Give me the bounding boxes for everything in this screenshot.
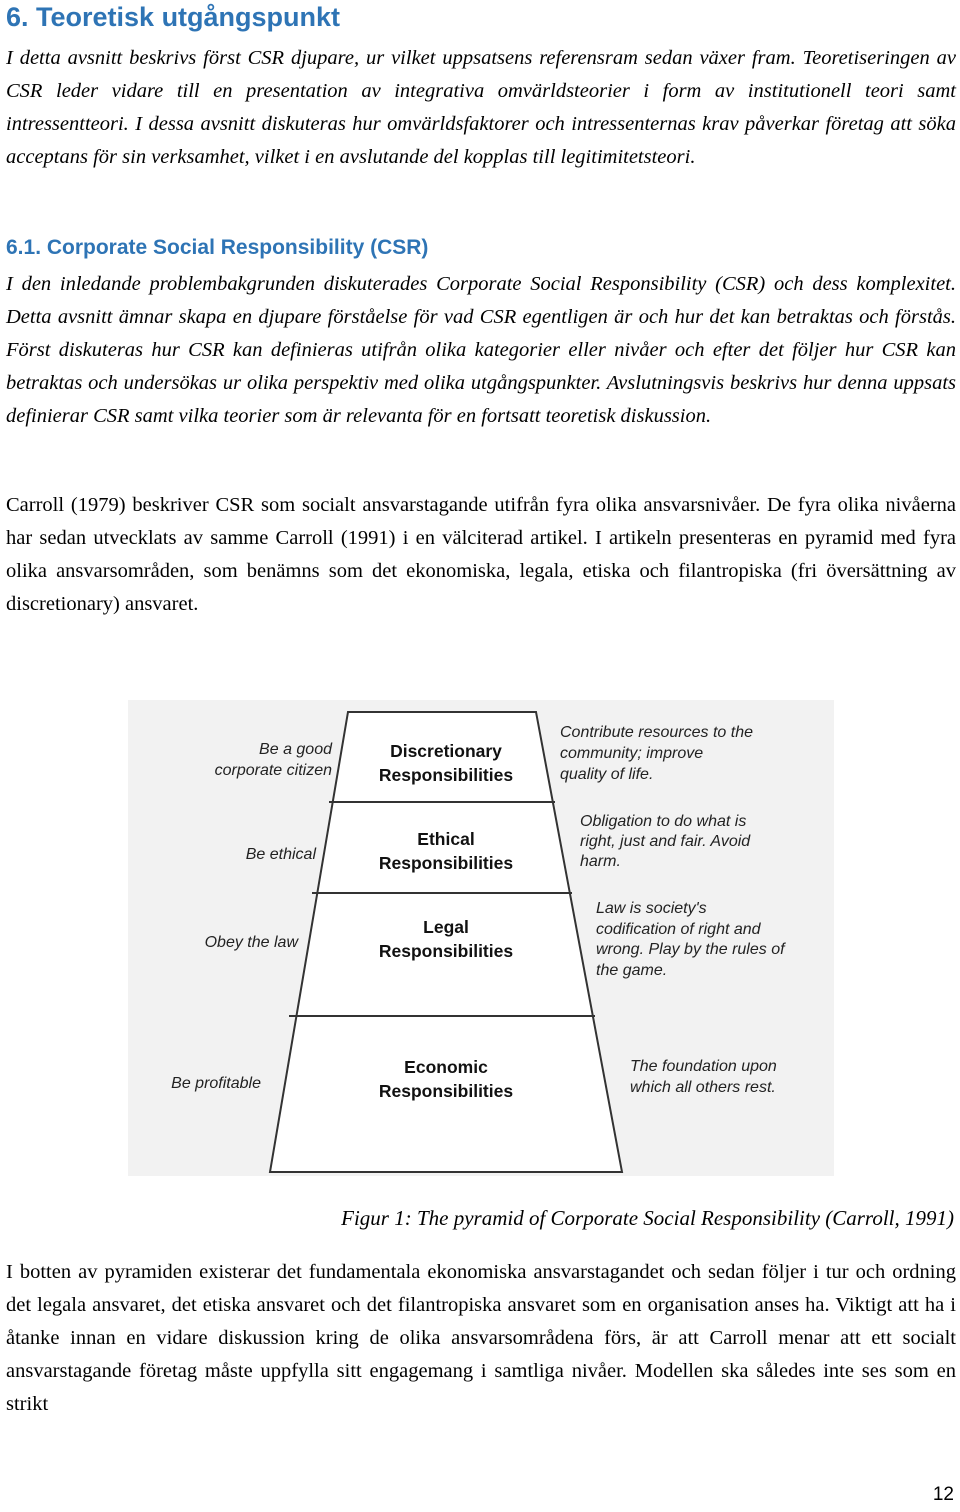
level-discretionary-title: Discretionary — [390, 741, 502, 761]
level-legal-title: Legal — [423, 917, 469, 937]
section-heading: 6. Teoretisk utgångspunkt — [6, 2, 341, 32]
level-legal-left-1: Obey the law — [204, 934, 298, 951]
figure-caption: Figur 1: The pyramid of Corporate Social Responsibility (Carroll, 1991) — [341, 1206, 954, 1230]
level-economic-subtitle: Responsibilities — [378, 1081, 514, 1101]
level-discretionary-subtitle: Responsibilities — [378, 765, 514, 785]
level-ethical-left-1: Be ethical — [245, 846, 316, 863]
level-economic-right-1: The foundation upon — [630, 1058, 777, 1075]
level-discretionary-left-1: Be a good — [259, 741, 332, 758]
csr-paragraph: I den inledande problembakgrunden diskuterades Corporate Social Responsibility (CSR) och dess komplexitet. Detta avsnitt ämnar skapa en djupare förståelse för vad CSR egentligen är och hur det kan betraktas och förstås. Först diskuteras hur CSR kan definieras utifrån olika kategorier eller nivåer och efter det följer hur CSR kan betraktas och undersökas ur olika perspektiv med olika utgångspunkter. Avslutningsvis beskrivs hur denna uppsats definierar CSR samt vilka teorier som är relevanta för en fortsatt teoretisk diskussion. — [6, 273, 956, 427]
level-ethical-subtitle: Responsibilities — [378, 853, 514, 873]
level-legal-right-4: the game. — [596, 962, 668, 979]
level-discretionary-left-2: corporate citizen — [214, 762, 332, 779]
level-economic-right-2: which all others rest. — [630, 1079, 776, 1096]
level-ethical-right-2: right, just and fair. Avoid — [580, 833, 751, 850]
pyramid-svg — [128, 700, 834, 1176]
subsection-heading: 6.1. Corporate Social Responsibility (CSR) — [6, 236, 429, 259]
csr-pyramid-figure — [128, 700, 834, 1176]
level-legal-right-2: codification of right and — [596, 921, 761, 938]
level-economic-left-1: Be profitable — [171, 1075, 261, 1092]
bottom-paragraph: I botten av pyramiden existerar det fundamentala ekonomiska ansvarstagandet och sedan följer i tur och ordning det legala ansvaret, det etiska ansvaret och det filantropiska ansvaret som en organisation anses ha. Viktigt att ha i åtanke innan en vidare diskussion kring de olika ansvarsområdena förs, är att Carroll menar att ett socialt ansvarstagande företag måste uppfylla sitt engagemang i samtliga nivåer. Modellen ska således inte ses som en strikt — [6, 1261, 956, 1415]
level-discretionary-right-3: quality of life. — [560, 766, 654, 783]
level-legal-right-3: wrong. Play by the rules of — [596, 941, 785, 958]
level-legal-subtitle: Responsibilities — [378, 941, 514, 961]
intro-paragraph: I detta avsnitt beskrivs först CSR djupare, ur vilket uppsatsens referensram sedan växer fram. Teoretiseringen av CSR leder vidare till en presentation av integrativa omvärldsteorier i form av institutionell teori samt intressentteori. I dessa avsnitt diskuteras hur omvärldsfaktorer och intressenternas krav påverkar företag att söka acceptans för sin verksamhet, vilket i en avslutande del kopplas till legitimitetsteori. — [6, 47, 956, 168]
carroll-paragraph: Carroll (1979) beskriver CSR som socialt ansvarstagande utifrån fyra olika ansvarsnivåer. De fyra olika nivåerna har sedan utvecklats av samme Carroll (1991) i en välciterad artikel. I artikeln presenteras en pyramid med fyra olika ansvarsområden, som benämns som det ekonomiska, legala, etiska och filantropiska (fri översättning av discretionary) ansvaret. — [6, 494, 956, 615]
level-discretionary-right-2: community; improve — [560, 745, 704, 762]
level-ethical-title: Ethical — [417, 829, 475, 849]
level-ethical-right-1: Obligation to do what is — [580, 813, 747, 830]
level-economic-title: Economic — [404, 1057, 488, 1077]
level-legal-right-1: Law is society's — [596, 900, 707, 917]
level-discretionary-right-1: Contribute resources to the — [560, 724, 753, 741]
page-number: 12 — [932, 1484, 954, 1505]
level-ethical-right-3: harm. — [580, 853, 621, 870]
